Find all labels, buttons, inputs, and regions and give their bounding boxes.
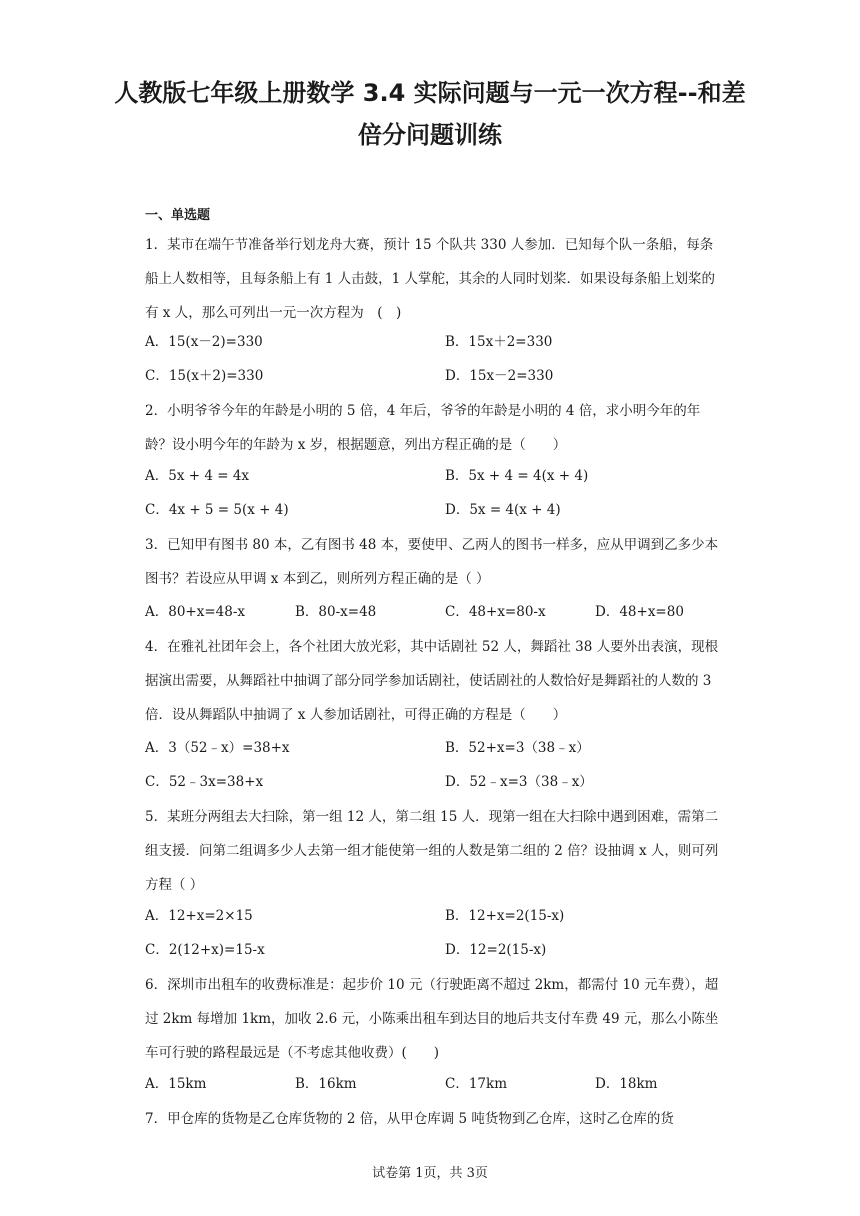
question-6-option-a: A．15km <box>145 1076 207 1092</box>
question-7-text: 7．甲仓库的货物是乙仓库货物的 2 倍，从甲仓库调 5 吨货物到乙仓库，这时乙仓库的货 <box>145 1111 674 1127</box>
question-2-option-c: C．4x + 5 = 5(x + 4) <box>145 502 289 518</box>
question-2-option-a: A．5x + 4 = 4x <box>145 468 250 484</box>
question-6-option-d: D．18km <box>595 1076 658 1092</box>
question-6-text: 6．深圳市出租车的收费标准是：起步价 10 元（行驶距离不超过 2km，都需付 10 元车费），超过 2km 每增加 1km，加收 2.6 元，小陈乘出租车到达目的地后共支付车费 49 元，那么小陈坐车可行驶的路程最远是（不考虑其他收费）( ) <box>145 977 719 1061</box>
question-1-option-a: A．15(x－2)=330 <box>145 334 263 350</box>
question-1-option-c: C．15(x＋2)=330 <box>145 368 264 384</box>
question-3-option-c: C．48+x=80-x <box>445 604 546 620</box>
question-1-option-b: B．15x＋2=330 <box>445 334 553 350</box>
question-5-option-b: B．12+x=2(15-x) <box>445 908 565 924</box>
question-4-option-c: C．52﹣3x=38+x <box>145 774 264 790</box>
page-footer: 试卷第 1页，共 3页 <box>372 1166 488 1181</box>
question-4-text: 4．在雅礼社团年会上，各个社团大放光彩，其中话剧社 52 人，舞蹈社 38 人要外出表演，现根据演出需要，从舞蹈社中抽调了部分同学参加话剧社，使话剧社的人数恰好是舞蹈社的人数的 3 倍．设从舞蹈队中抽调了 x 人参加话剧社，可得正确的方程是（ ） <box>145 639 719 723</box>
question-2-option-d: D．5x = 4(x + 4) <box>445 502 561 518</box>
question-1-text: 1．某市在端午节准备举行划龙舟大赛，预计 15 个队共 330 人参加．已知每个队一条船，每条船上人数相等，且每条船上有 1 人击鼓，1 人掌舵，其余的人同时划桨．如果设每条船上划桨的有 x 人，那么可列出一元一次方程为 ( ) <box>145 237 716 321</box>
question-5-option-c: C．2(12+x)=15-x <box>145 942 265 958</box>
question-6-option-c: C．17km <box>445 1076 507 1092</box>
question-3-text: 3．已知甲有图书 80 本，乙有图书 48 本，要使甲、乙两人的图书一样多，应从甲调到乙多少本图书？若设应从甲调 x 本到乙，则所列方程正确的是（ ） <box>145 537 719 587</box>
question-4-option-b: B．52+x=3（38﹣x） <box>445 740 590 756</box>
question-5-option-d: D．12=2(15-x) <box>445 942 547 958</box>
question-3-option-a: A．80+x=48-x <box>145 604 246 620</box>
question-4-option-a: A．3（52﹣x）=38+x <box>145 740 290 756</box>
document-title-line-1: 人教版七年级上册数学 3.4 实际问题与一元一次方程--和差 <box>114 79 746 107</box>
question-2-option-b: B．5x + 4 = 4(x + 4) <box>445 468 589 484</box>
question-2-text: 2．小明爷爷今年的年龄是小明的 5 倍，4 年后，爷爷的年龄是小明的 4 倍，求小明今年的年龄？设小明今年的年龄为 x 岁，根据题意，列出方程正确的是（ ） <box>145 403 701 453</box>
question-5-text: 5．某班分两组去大扫除，第一组 12 人，第二组 15 人．现第一组在大扫除中遇到困难，需第二组支援．问第二组调多少人去第一组才能使第一组的人数是第二组的 2 倍？设抽调 x 人，则可列方程（ ） <box>145 809 719 893</box>
question-4-option-d: D．52﹣x=3（38﹣x） <box>445 774 593 790</box>
document-title-line-2: 倍分问题训练 <box>358 121 502 149</box>
question-3-option-d: D．48+x=80 <box>595 604 684 620</box>
question-5-option-a: A．12+x=2×15 <box>145 908 253 924</box>
question-3-option-b: B．80-x=48 <box>295 604 377 620</box>
question-6-option-b: B．16km <box>295 1076 357 1092</box>
section-heading: 一、单选题 <box>145 208 211 223</box>
question-1-option-d: D．15x－2=330 <box>445 368 554 384</box>
